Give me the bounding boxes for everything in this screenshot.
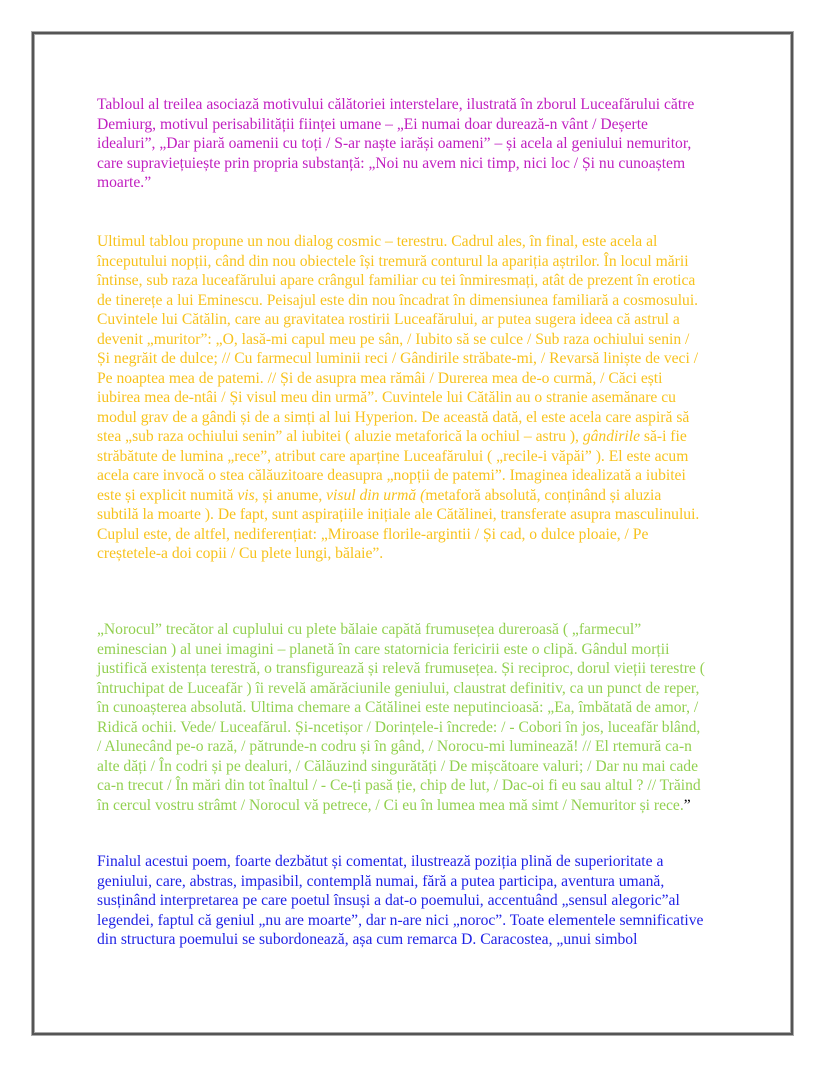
italic-text: vis [237, 486, 255, 504]
text-line [97, 930, 757, 950]
text-line [97, 718, 757, 738]
text-line [97, 310, 757, 330]
text-line [97, 427, 757, 447]
text-segment: întinse, sub raza luceafărului apare crângul familiar cu tei înmiresmați, atât de prezent în erotica [97, 272, 696, 289]
paragraph-finalul [97, 852, 757, 950]
text-line [97, 232, 757, 252]
text-line [97, 486, 757, 506]
text-segment: Finalul acestui poem, foarte dezbătut și comentat, ilustrează poziția plină de superioritate a [97, 853, 664, 870]
text-segment: subtilă la moarte ). De fapt, sunt aspirațiile inițiale ale Cătălinei, transferate asupra masculinului. [97, 506, 700, 523]
text-segment: iubirea mea de-ntâi / Și visul meu din urmă”. Cuvintele lui Cătălin au o stranie asemănare cu [97, 389, 676, 406]
text-line [97, 134, 757, 154]
text-segment: idealuri”, „Dar piară oamenii cu toți / S-ar naște iarăși oameni” – și acela al geniului nemuritor, [97, 135, 692, 152]
text-segment: legendei, faptul că geniul „nu are moarte”, dar n-are nici „noroc”. Toate elementele semnificative [97, 911, 704, 929]
text-line [97, 891, 757, 911]
text-line [97, 679, 757, 699]
text-line [97, 757, 757, 777]
text-segment: Ultimul tablou propune un nou dialog cosmic – terestru. Cadrul ales, în final, este acela al [97, 233, 658, 250]
text-segment: este și explicit numită [97, 486, 238, 504]
text-line [97, 349, 757, 369]
text-line [97, 388, 757, 408]
text-line [97, 173, 757, 193]
text-line [97, 369, 757, 389]
text-segment: întruchipat de Luceafăr ) îi revelă amărăciunile geniului, claustrat definitiv, ca un punct de reper, [97, 679, 700, 697]
text-segment: moarte.” [97, 174, 152, 191]
text-segment: geniului, care, abstras, impasibil, contemplă numai, fără a putea participa, aventura umană, [97, 872, 665, 890]
text-line [97, 640, 757, 660]
text-segment: eminescian ) al unei imagini – planetă în care statornicia fericirii este o clipă. Gândul morții [97, 640, 670, 658]
text-line [97, 252, 757, 272]
text-line [97, 115, 757, 135]
text-segment: metaforă absolută, conținând și aluzia [425, 486, 662, 504]
text-line [97, 620, 757, 640]
text-segment: Tabloul al treilea asociază motivului călătoriei interstelare, ilustrată în zborul Luceafărului către [97, 96, 695, 113]
text-segment: Ridică ochii. Vede/ Luceafărul. Și-ncetișor / Dorințele-i încrede: / - Cobori în jos, luceafăr blând, [97, 718, 701, 736]
text-line [97, 505, 757, 525]
text-segment: susținând interpretarea pe care poetul însuși a dat-o poemului, accentuând „sensul alegoric”al [97, 892, 680, 909]
text-segment: începutului nopții, când din nou obiectele își tremură conturul la apariția aștrilor. În locul mării [97, 252, 689, 270]
text-line [97, 776, 757, 796]
text-line [97, 872, 757, 892]
text-segment: să-i fie [640, 428, 687, 445]
text-segment: modul grav de a gândi și de a simți al lui Hyperion. De această dată, el este acela care aspiră să [97, 408, 690, 426]
text-line [97, 330, 757, 350]
text-line [97, 447, 757, 467]
text-segment: care supraviețuiește prin propria substanță: „Noi nu avem nici timp, nici loc / Și nu cunoaștem [97, 154, 686, 172]
text-segment: în cunoașterea absolută. Ultima chemare a Cătălinei este neputincioasă: „Ea, îmbătată de amor, / [97, 699, 699, 716]
text-line [97, 525, 757, 545]
text-segment: justifică existența terestră, o transfigurează și relevă frumusețea. Și reciproc, dorul vieții terestre ( [97, 660, 705, 677]
text-line [97, 698, 757, 718]
paragraph-norocul [97, 620, 757, 815]
text-segment: / Alunecând pe-o rază, / pătrunde-n codru și în gând, / Norocu-mi luminează! // El rtemură ca-n [97, 738, 692, 755]
text-line [97, 408, 757, 428]
text-segment: Cuvintele lui Cătălin, care au gravitatea rostirii Luceafărului, ar putea sugera ideea că astrul a [97, 311, 680, 328]
text-segment: devenit „muritor”: „O, lasă-mi capul meu pe sân, / Iubito să se culce / Sub raza ochiului senin / [97, 330, 690, 348]
text-segment: din structura poemului se subordonează, așa cum remarca D. Caracostea, „unui simbol [97, 931, 638, 948]
text-line [97, 737, 757, 757]
text-segment: Cuplul este, de altfel, nediferențiat: „Miroase florile-argintii / Și cad, o dulce ploaie, / Pe [97, 525, 649, 543]
text-line [97, 911, 757, 931]
text-line [97, 291, 757, 311]
text-line [97, 154, 757, 174]
text-segment: „Norocul” trecător al cuplului cu plete bălaie capătă frumusețea dureroasă ( „farmecul” [97, 621, 642, 638]
text-segment: alte dăți / În codri și pe dealuri, / Călăuzind singurătăți / De mișcătoare valuri; / Dar nu mai cade [97, 757, 699, 775]
text-line [97, 659, 757, 679]
text-segment: stea „sub raza ochiului senin” al iubitei ( aluzie metaforică la ochiul – astru ), [97, 428, 583, 445]
text-line [97, 544, 757, 564]
text-line [97, 852, 757, 872]
text-segment: Și negrăit de dulce; // Cu farmecul luminii reci / Gândirile străbate-mi, / Revarsă liniște de veci / [97, 350, 699, 367]
italic-text: gândirile [582, 428, 640, 445]
italic-text: visul din urmă ( [326, 486, 426, 504]
text-line [97, 796, 757, 816]
text-segment: ca-n trecut / În mări din tot înaltul / - Ce-ți pasă ție, chip de lut, / Dac-oi fi eu sau altul ? // Trăind [97, 777, 701, 794]
text-line [97, 95, 757, 115]
paragraph-tabloul-al-treilea [97, 95, 757, 193]
text-segment: creștetele-a doi copii / Cu plete lungi, bălaie”. [97, 545, 384, 562]
text-segment: Pe noaptea mea de patemi. // Și de asupra mea rămâi / Durerea mea de-o curmă, / Căci ești [97, 369, 663, 387]
text-segment: străbătute de lumina „rece”, atribut care aparține Luceafărului ( „recile-i văpăi” ). El este acum [97, 447, 689, 465]
text-segment: ” [683, 796, 691, 814]
text-line [97, 271, 757, 291]
text-segment: Demiurg, motivul perisabilității ființei umane – „Ei numai doar durează-n vânt / Deșerte [97, 115, 648, 133]
text-segment: în cercul vostru strâmt / Norocul vă petrece, / Ci eu în lumea mea mă simt / Nemuritor și rece. [97, 796, 684, 814]
text-segment: de tinerețe a lui Eminescu. Peisajul este din nou încadrat în dimensiunea familiară a cosmosului. [97, 291, 699, 309]
text-segment: acela care invocă o stea călăuzitoare deasupra „nopții de patemi”. Imaginea idealizată a iubitei [97, 467, 686, 484]
text-line [97, 466, 757, 486]
text-segment: , și anume, [254, 486, 327, 504]
paragraph-ultimul-tablou [97, 232, 757, 564]
